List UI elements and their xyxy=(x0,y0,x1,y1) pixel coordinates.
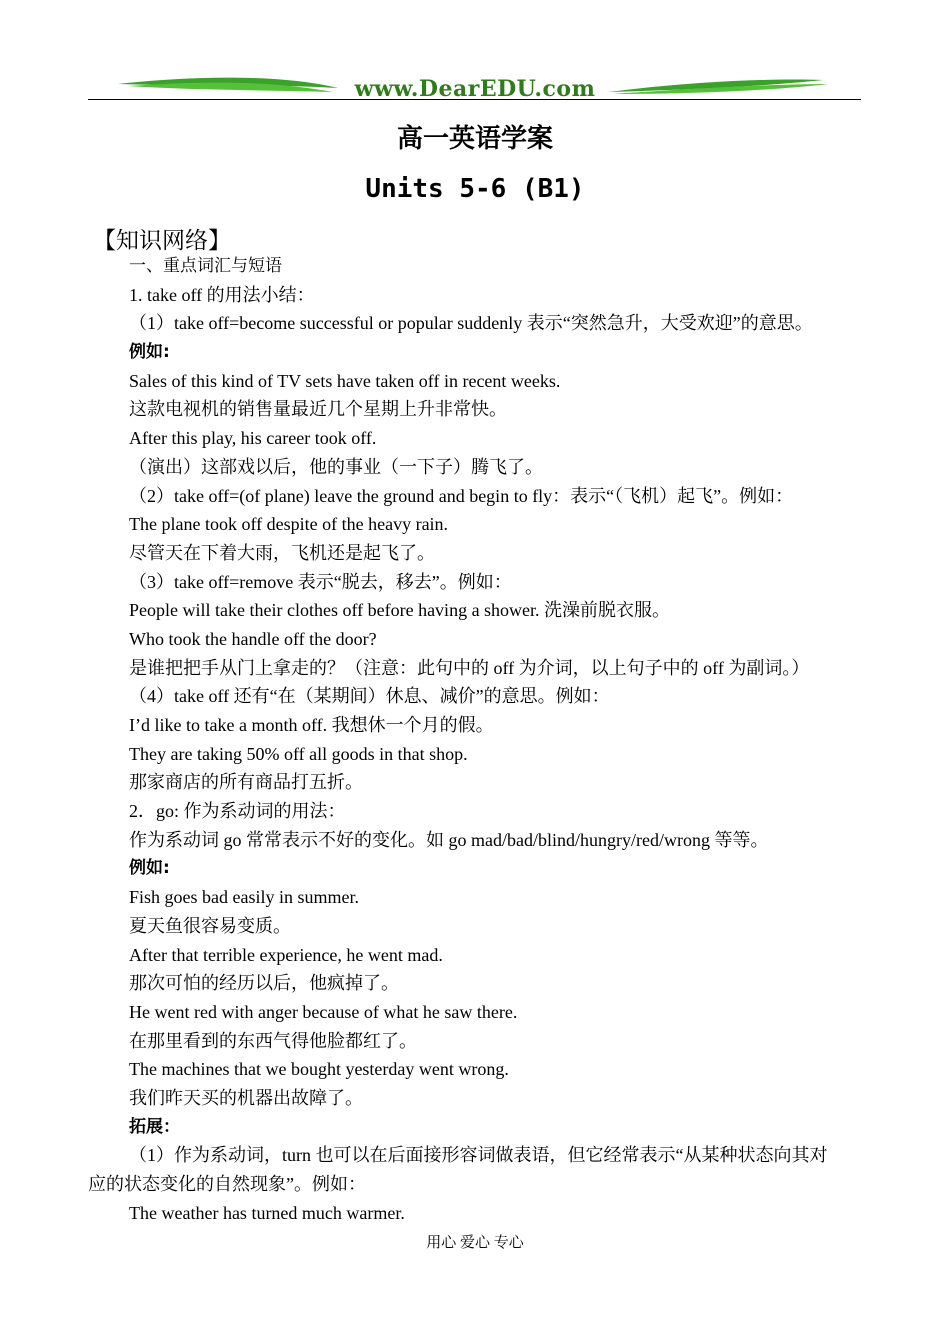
subsection-heading: 一、重点词汇与短语 xyxy=(129,256,282,276)
body-line: 尽管天在下着大雨，飞机还是起飞了。 xyxy=(129,542,435,563)
body-line: 在那里看到的东西气得他脸都红了。 xyxy=(129,1030,417,1051)
body-line: （1）作为系动词，turn 也可以在后面接形容词做表语，但它经常表示“从某种状态向其对 xyxy=(129,1145,828,1166)
body-line: Sales of this kind of TV sets have taken off in recent weeks. xyxy=(129,370,561,391)
header-rule xyxy=(88,99,861,100)
body-line: （演出）这部戏以后，他的事业（一下子）腾飞了。 xyxy=(129,456,543,477)
body-line: 作为系动词 go 常常表示不好的变化。如 go mad/bad/blind/hungry/red/wrong 等等。 xyxy=(129,829,769,850)
body-line: He went red with anger because of what he saw there. xyxy=(129,1001,518,1022)
example-label: 例如: xyxy=(129,342,170,363)
body-line: I’d like to take a month off. 我想休一个月的假。 xyxy=(129,715,494,735)
body-line: The plane took off despite of the heavy rain. xyxy=(129,514,449,535)
example-label: 例如: xyxy=(129,858,170,879)
body-line: 是谁把把手从门上拿走的？（注意：此句中的 off 为介词，以上句子中的 off 为副词。） xyxy=(129,657,810,678)
section-heading: 【知识网络】 xyxy=(93,228,231,254)
body-line: 我们昨天买的机器出故障了。 xyxy=(129,1087,363,1108)
document-subtitle: Units 5-6 (B1) xyxy=(365,174,585,204)
body-line: The machines that we bought yesterday went wrong. xyxy=(129,1059,509,1080)
body-line: Who took the handle off the door? xyxy=(129,628,377,649)
body-line: （1）take off=become successful or popular suddenly 表示“突然急升，大受欢迎”的意思。 xyxy=(129,313,813,334)
body-line: They are taking 50% off all goods in that shop. xyxy=(129,743,468,764)
document-title: 高一英语学案 xyxy=(396,124,553,154)
body-line: （2）take off=(of plane) leave the ground and begin to fly：表示“（飞机）起飞”。例如： xyxy=(129,485,794,506)
header-logo-text: www.DearEDU.com xyxy=(354,76,596,102)
body-line: 1. take off 的用法小结： xyxy=(129,284,315,305)
body-line: 应的状态变化的自然现象”。例如： xyxy=(88,1174,366,1194)
body-line: （3）take off=remove 表示“脱去，移去”。例如： xyxy=(129,571,512,592)
body-line: 那次可怕的经历以后，他疯掉了。 xyxy=(129,973,399,994)
body-line: 2．go: 作为系动词的用法： xyxy=(129,801,346,822)
body-line: 那家商店的所有商品打五折。 xyxy=(129,772,363,793)
document-body xyxy=(88,252,863,1227)
body-line: Fish goes bad easily in summer. xyxy=(129,887,359,908)
body-line: 夏天鱼很容易变质。 xyxy=(129,915,291,936)
body-line: 这款电视机的销售量最近几个星期上升非常快。 xyxy=(129,399,507,420)
body-line: After this play, his career took off. xyxy=(129,428,377,449)
page-footer: 用心 爱心 专心 xyxy=(426,1235,524,1251)
body-line: People will take their clothes off before having a shower. 洗澡前脱衣服。 xyxy=(129,600,671,621)
extension-label: 拓展： xyxy=(129,1116,180,1137)
body-line: The weather has turned much warmer. xyxy=(129,1202,405,1223)
body-line: （4）take off 还有“在（某期间）休息、减价”的意思。例如： xyxy=(129,686,610,707)
body-line: After that terrible experience, he went mad. xyxy=(129,944,443,965)
